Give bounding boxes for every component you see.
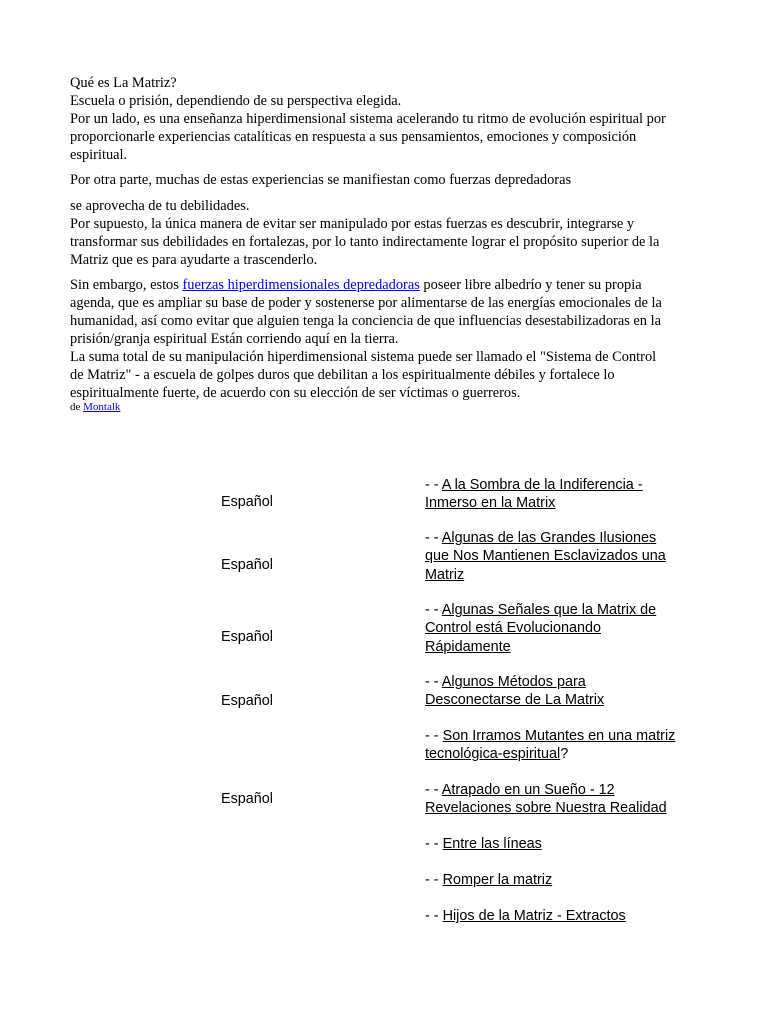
intro-paragraph xyxy=(70,74,730,164)
matrix-control-paragraph xyxy=(70,276,730,402)
paragraph-line: transformar sus debilidades en fortalezas, por lo tanto indirectamente lograr el propósito superior de la xyxy=(70,234,660,250)
paragraph-line: espiritualmente fuerte, de acuerdo con su elección de ser víctimas o guerreros. xyxy=(70,385,521,401)
paragraph-line: La suma total de su manipulación hiperdimensional sistema puede ser llamado el "Sistema de Control xyxy=(70,349,657,365)
related-link[interactable]: Hijos de la Matriz - Extractos xyxy=(442,908,626,924)
related-link[interactable]: Algunas de las Grandes Ilusiones que Nos Mantienen Esclavizados una Matriz xyxy=(425,530,666,583)
predatory-forces-link[interactable]: fuerzas hiperdimensionales depredadoras xyxy=(182,277,420,293)
paragraph-line: Por supuesto, la única manera de evitar ser manipulado por estas fuerzas es descubrir, integrarse y xyxy=(70,216,635,232)
attribution xyxy=(70,401,120,414)
language-label: Español xyxy=(221,791,274,807)
related-link-item: - - Algunas de las Grandes Ilusiones que Nos Mantienen Esclavizados una Matriz xyxy=(425,530,666,583)
intro-line: Escuela o prisión, dependiendo de su perspectiva elegida. xyxy=(70,93,402,109)
intro-line: Por un lado, es una enseñanza hiperdimensional sistema acelerando tu ritmo de evolución espiritual por xyxy=(70,111,666,127)
related-link[interactable]: Romper la matriz xyxy=(442,872,553,888)
related-link[interactable]: Algunos Métodos para Desconectarse de La Matrix xyxy=(425,674,605,709)
related-link-item: - - Romper la matriz xyxy=(425,872,553,888)
paragraph-line: prisión/granja espiritual Están corriendo aquí en la tierra. xyxy=(70,331,399,347)
paragraph-line: se aprovecha de tu debilidades. xyxy=(70,198,250,214)
related-link[interactable]: Son Irramos Mutantes en una matriz tecnológica-espiritual xyxy=(425,728,676,763)
intro-title: Qué es La Matriz? xyxy=(70,75,177,91)
related-link-item: - - Algunos Métodos para Desconectarse de La Matrix xyxy=(425,674,605,709)
paragraph-line: Por otra parte, muchas de estas experiencias se manifiestan como fuerzas depredadoras xyxy=(70,172,572,188)
paragraph-line: Sin embargo, estos fuerzas hiperdimensionales depredadoras poseer libre albedrío y tener su propia xyxy=(70,277,642,293)
related-link-item: - - Entre las líneas xyxy=(425,836,542,852)
related-link-item: - - Son Irramos Mutantes en una matriz tecnológica-espiritual? xyxy=(425,728,676,763)
weakness-paragraph xyxy=(70,197,730,269)
paragraph-line: Matriz que es para ayudarte a trascenderlo. xyxy=(70,252,318,268)
author-link[interactable]: Montalk xyxy=(83,401,121,413)
intro-line: proporcionarle experiencias catalíticas en respuesta a sus pensamientos, emociones y composición xyxy=(70,129,637,145)
language-label: Español xyxy=(221,557,274,573)
related-link[interactable]: Algunas Señales que la Matrix de Control está Evolucionando Rápidamente xyxy=(425,602,657,655)
related-link[interactable]: Atrapado en un Sueño - 12 Revelaciones sobre Nuestra Realidad xyxy=(425,782,667,817)
language-label: Español xyxy=(221,693,274,709)
intro-line: espiritual. xyxy=(70,147,128,163)
paragraph-line: de Matriz" - a escuela de golpes duros que debilitan a los espiritualmente débiles y fortalece lo xyxy=(70,367,615,383)
paragraph-line: humanidad, así como evitar que alguien tenga la conciencia de que influencias desestabilizadoras en la xyxy=(70,313,661,329)
related-link[interactable]: Entre las líneas xyxy=(442,836,542,852)
language-label: Español xyxy=(221,494,274,510)
predatory-forces-paragraph xyxy=(70,171,730,189)
related-link-item: - - A la Sombra de la Indiferencia - Inmerso en la Matrix xyxy=(425,477,643,512)
language-label: Español xyxy=(221,629,274,645)
attribution-prefix: de xyxy=(70,401,84,413)
related-link-item: - - Atrapado en un Sueño - 12 Revelaciones sobre Nuestra Realidad xyxy=(425,782,667,817)
related-link-item: - - Hijos de la Matriz - Extractos xyxy=(425,908,626,924)
related-link-item: - - Algunas Señales que la Matrix de Control está Evolucionando Rápidamente xyxy=(425,602,657,655)
paragraph-line: agenda, que es ampliar su base de poder y sostenerse por alimentarse de las energías emocionales de la xyxy=(70,295,662,311)
related-link[interactable]: A la Sombra de la Indiferencia - Inmerso en la Matrix xyxy=(425,477,643,512)
